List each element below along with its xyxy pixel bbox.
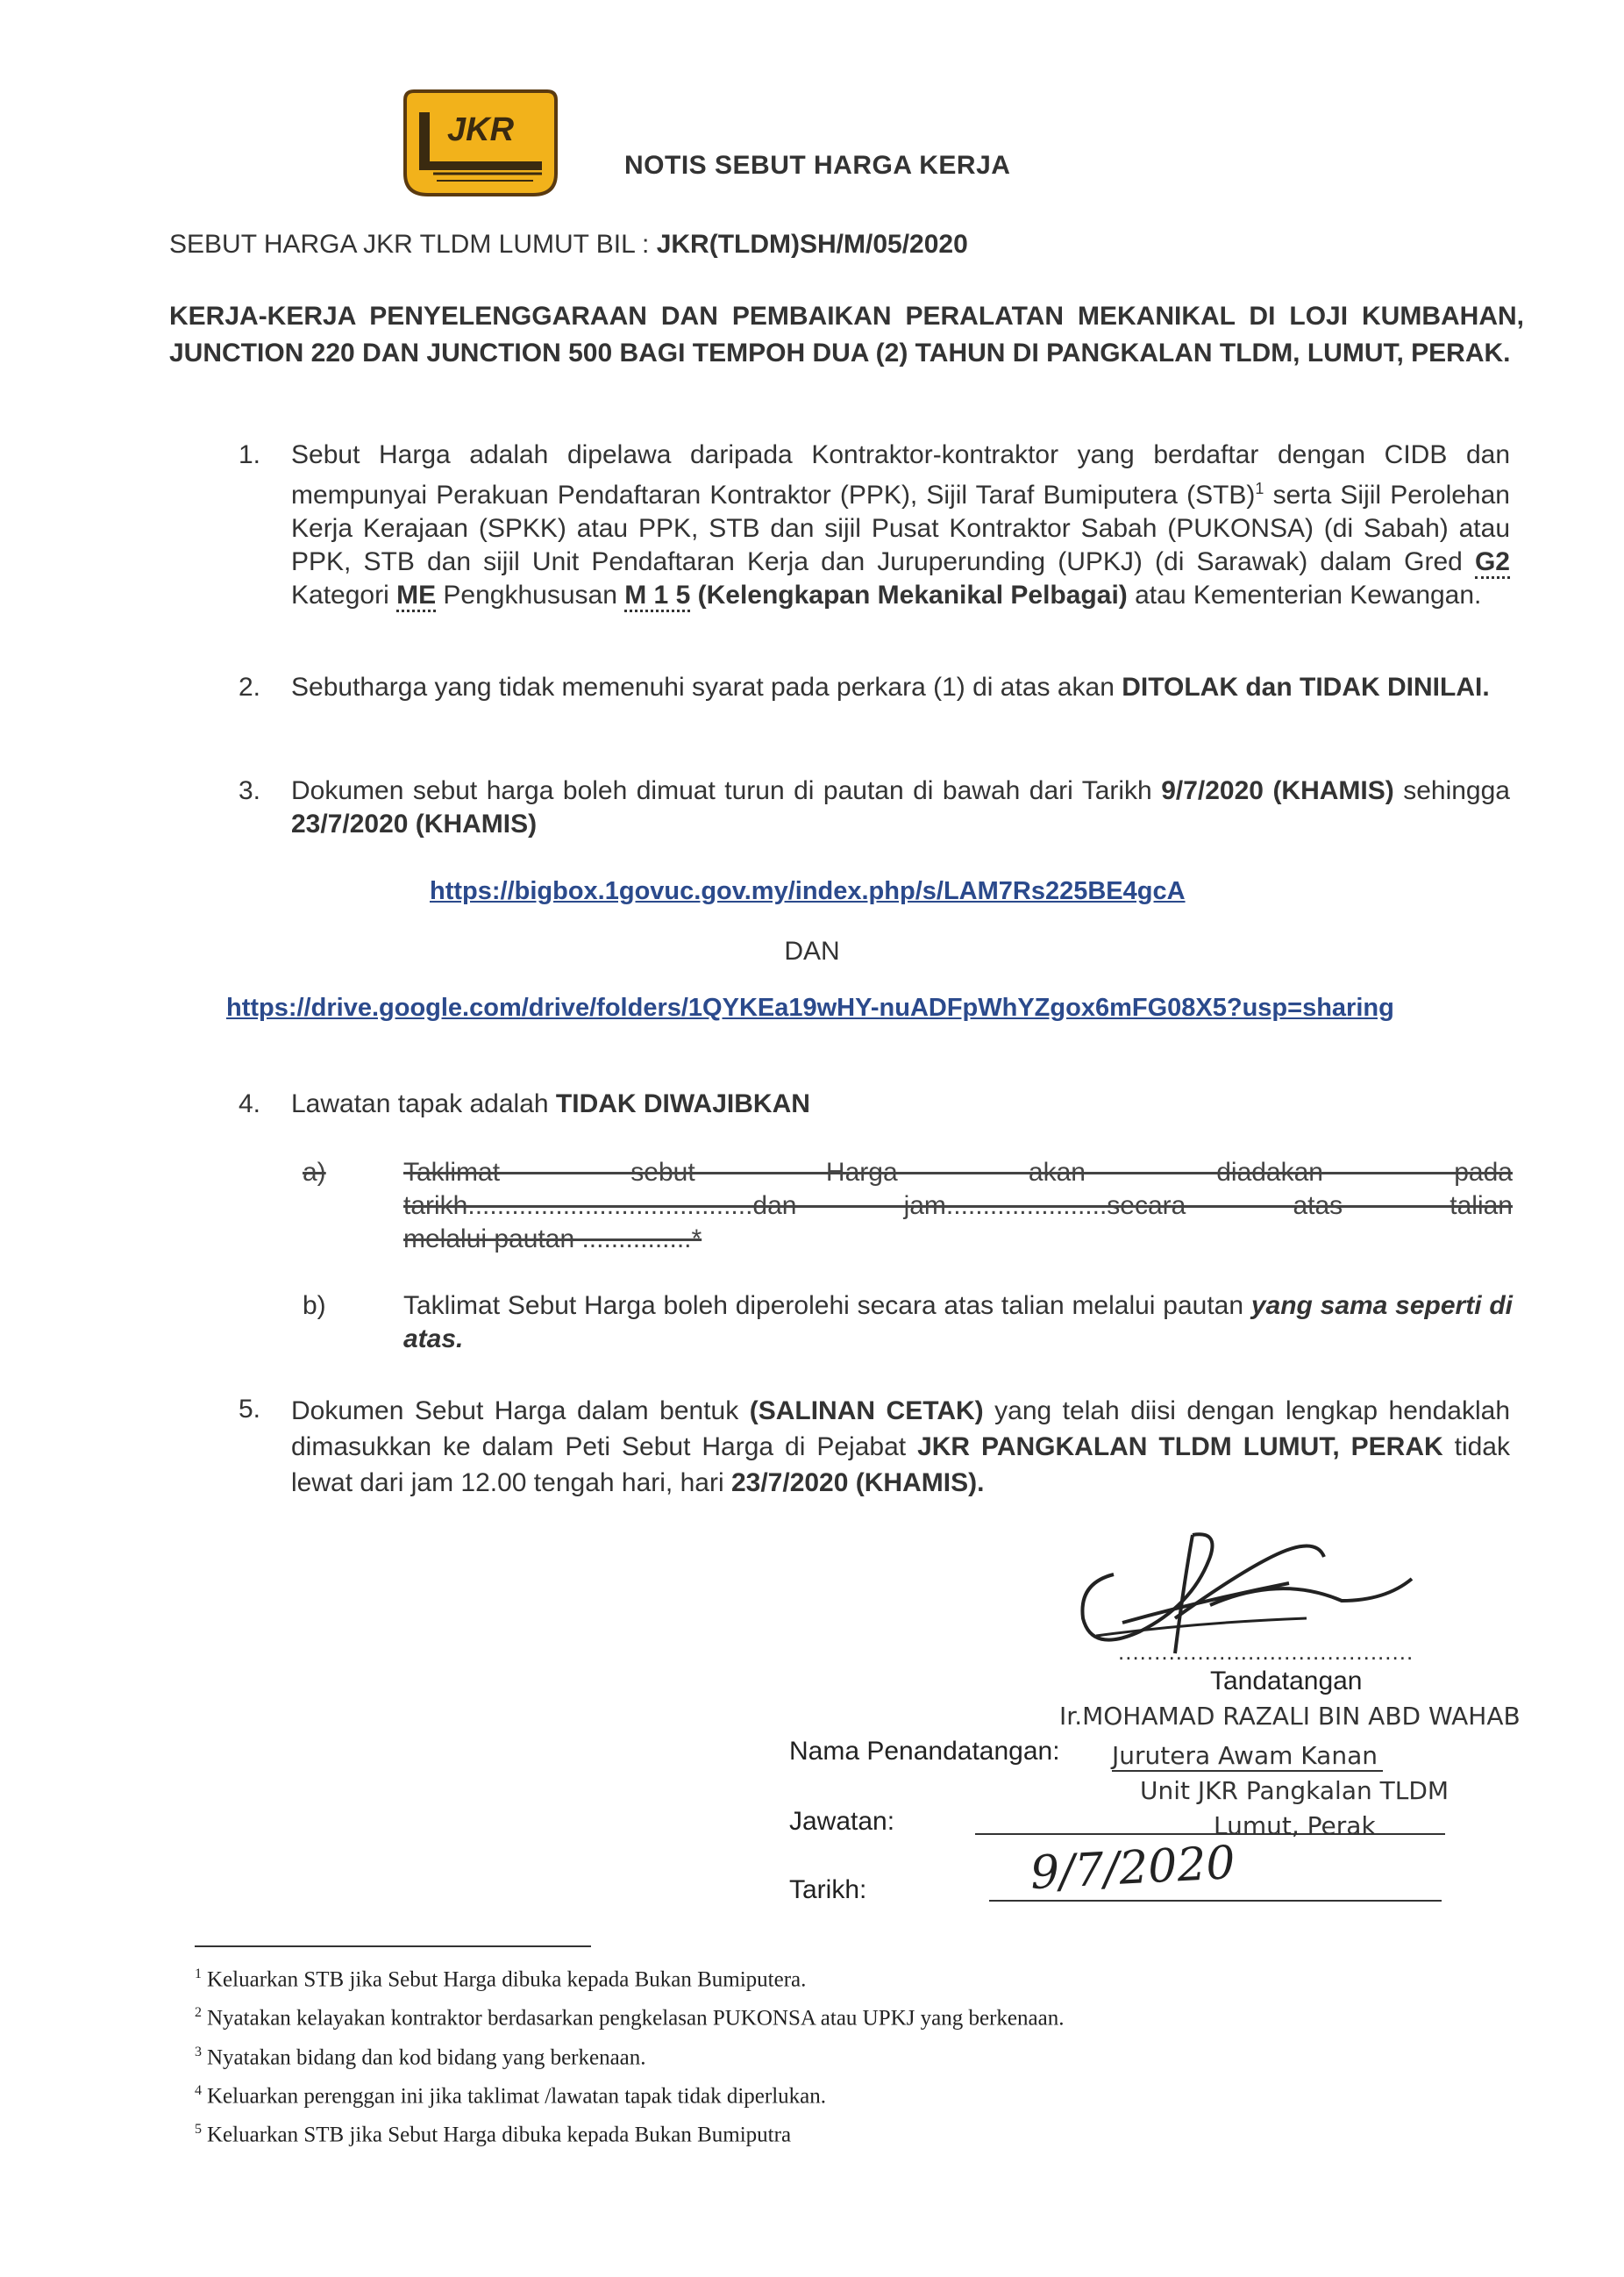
item-5-text-c: tidak lewat dari jam 12.00 tengah hari, hari (291, 1432, 1510, 1497)
footnote-text: Nyatakan bidang dan kod bidang yang berkenaan. (207, 2045, 646, 2069)
footnote-ref-1: 1 (1255, 480, 1264, 497)
footnote-item (195, 2036, 1064, 2074)
item-text (291, 774, 1510, 841)
item-1-text-a: Sebut Harga adalah dipelawa daripada Kontraktor-kontraktor yang berdaftar dengan CIDB dan mempunyai Perakuan Pendaftaran Kontraktor (PPK), Sijil Taraf Bumiputera (STB) (291, 440, 1510, 510)
item-number: 2. (239, 673, 261, 702)
item-number: 1. (239, 440, 261, 469)
specialty-description: (Kelengkapan Mekanikal Pelbagai) (690, 581, 1128, 610)
start-date: 9/7/2020 (KHAMIS) (1161, 776, 1394, 805)
footnote-item (195, 1958, 1064, 1996)
reference-line (169, 230, 968, 260)
footnote-text: Nyatakan kelayakan kontraktor berdasarkan pengkelasan PUKONSA atau UPKJ yang berkenaan. (207, 2006, 1065, 2031)
and-separator (0, 937, 1624, 967)
item-text (291, 671, 1510, 704)
grade-value: G2 (1475, 547, 1510, 579)
footnote-separator (195, 1945, 591, 1947)
footnote-number: 4 (195, 2082, 202, 2098)
item-5-bold-1: (SALINAN CETAK) (749, 1396, 984, 1425)
item-text (291, 1393, 1510, 1501)
item-1-text-e: atau Kementerian Kewangan. (1127, 581, 1482, 610)
sub-item-a-label: a) (303, 1158, 326, 1187)
signature-caption: Tandatangan (1210, 1667, 1363, 1695)
item-number: 3. (239, 776, 261, 805)
sub-item-a-line-1: Taklimat sebut Harga akan diadakan pada (403, 1158, 1513, 1187)
category-value: ME (396, 581, 436, 612)
work-title: KERJA-KERJA PENYELENGGARAAN DAN PEMBAIKAN PERALATAN MEKANIKAL DI LOJI KUMBAHAN, JUNCTION 220 DAN JUNCTION 500 BAGI TEMPOH DUA (2) TAHUN DI PANGKALAN TLDM, LUMUT, PERAK. (169, 302, 1524, 368)
reference-number: JKR(TLDM)SH/M/05/2020 (656, 230, 968, 259)
item-5-bold-2: JKR PANGKALAN TLDM LUMUT, PERAK (917, 1432, 1443, 1461)
footnote-number: 2 (195, 2005, 202, 2021)
signature-dots: ......................................... (1118, 1638, 1414, 1665)
item-1-text-c: Kategori (291, 581, 397, 610)
end-date: 23/7/2020 (KHAMIS) (291, 810, 538, 839)
specialty-value: M 1 5 (624, 581, 690, 612)
jkr-logo-icon (402, 86, 559, 200)
footnote-text: Keluarkan STB jika Sebut Harga dibuka kepada Bukan Bumiputra (207, 2123, 792, 2147)
date-underline (989, 1900, 1442, 1902)
footnote-item (195, 1996, 1064, 2035)
item-5-bold-3: 23/7/2020 (KHAMIS). (730, 1468, 985, 1497)
item-4-bold: TIDAK DIWAJIBKAN (555, 1089, 810, 1118)
position-line-3: Lumut, Perak (1214, 1811, 1376, 1840)
footnote-item (195, 2074, 1064, 2113)
download-link-bigbox[interactable]: https://bigbox.1govuc.gov.my/index.php/s/LAM7Rs225BE4gcA (430, 877, 1186, 905)
date-label: Tarikh: (789, 1875, 867, 1904)
item-1-text-d: Pengkhususan (436, 581, 625, 610)
sub-item-b-body: Taklimat Sebut Harga boleh diperolehi secara atas talian melalui pautan (403, 1291, 1251, 1320)
signatory-name-label: Nama Penandatangan: (789, 1737, 1060, 1766)
sub-item-a-line-2: tarikh.......................................dan jam......................secara atas talian (403, 1191, 1513, 1220)
position-line-1: Jurutera Awam Kanan (1112, 1741, 1383, 1772)
item-2-bold: DITOLAK dan TIDAK DINILAI. (1122, 673, 1490, 702)
item-5-text-a: Dokumen Sebut Harga dalam bentuk (291, 1396, 750, 1425)
footnotes (195, 1958, 1064, 2152)
item-2-text: Sebutharga yang tidak memenuhi syarat pada perkara (1) di atas akan (291, 673, 1122, 702)
sub-item-b-label: b) (303, 1291, 326, 1320)
item-4-text: Lawatan tapak adalah (291, 1089, 556, 1118)
handwritten-date: 9/7/2020 (1029, 1836, 1236, 1901)
notice-title: NOTIS SEBUT HARGA KERJA (624, 151, 1011, 180)
footnote-text: Keluarkan perenggan ini jika taklimat /lawatan tapak tidak diperlukan. (207, 2084, 826, 2109)
footnote-text: Keluarkan STB jika Sebut Harga dibuka kepada Bukan Bumiputera. (207, 1967, 807, 1992)
sub-item-b-text (403, 1289, 1513, 1356)
item-number: 4. (239, 1089, 261, 1118)
item-text (291, 439, 1510, 612)
footnote-number: 5 (195, 2122, 202, 2138)
footnote-number: 1 (195, 1966, 202, 1981)
logo-text: JKR (447, 111, 515, 148)
position-label: Jawatan: (789, 1807, 895, 1836)
footnote-number: 3 (195, 2044, 202, 2059)
footnote-item (195, 2113, 1064, 2152)
item-3-text-b: sehingga (1393, 776, 1510, 805)
and-text: DAN (784, 937, 840, 966)
jkr-logo (402, 86, 559, 200)
signatory-name: Ir.MOHAMAD RAZALI BIN ABD WAHAB (1059, 1702, 1521, 1731)
position-line-2: Unit JKR Pangkalan TLDM (1140, 1776, 1449, 1805)
download-link-google-drive[interactable]: https://drive.google.com/drive/folders/1QYKEa19wHY-nuADFpWhYZgox6mFG08X5?usp=sharing (226, 994, 1394, 1022)
item-5-text-b: yang telah diisi dengan lengkap hendaklah dimasukkan ke dalam Peti Sebut Harga di Pejabat (291, 1396, 1511, 1461)
item-1-text-b: serta Sijil Perolehan Kerja Kerajaan (SPKK) atau PPK, STB dan sijil Pusat Kontraktor Sabah (PUKONSA) (di Sabah) atau PPK, STB dan sijil Unit Pendaftaran Kerja dan Juruperunding (UPKJ) (di Sarawak) dalam Gred (291, 481, 1510, 576)
item-number: 5. (239, 1395, 261, 1424)
sub-item-b-emphasis: yang sama seperti di atas. (403, 1291, 1513, 1353)
item-3-text-a: Dokumen sebut harga boleh dimuat turun di pautan di bawah dari Tarikh (291, 776, 1162, 805)
reference-prefix: SEBUT HARGA JKR TLDM LUMUT BIL : (169, 230, 657, 259)
item-text (291, 1088, 1510, 1121)
sub-item-a-line-3: melalui pautan ...............* (403, 1224, 702, 1253)
